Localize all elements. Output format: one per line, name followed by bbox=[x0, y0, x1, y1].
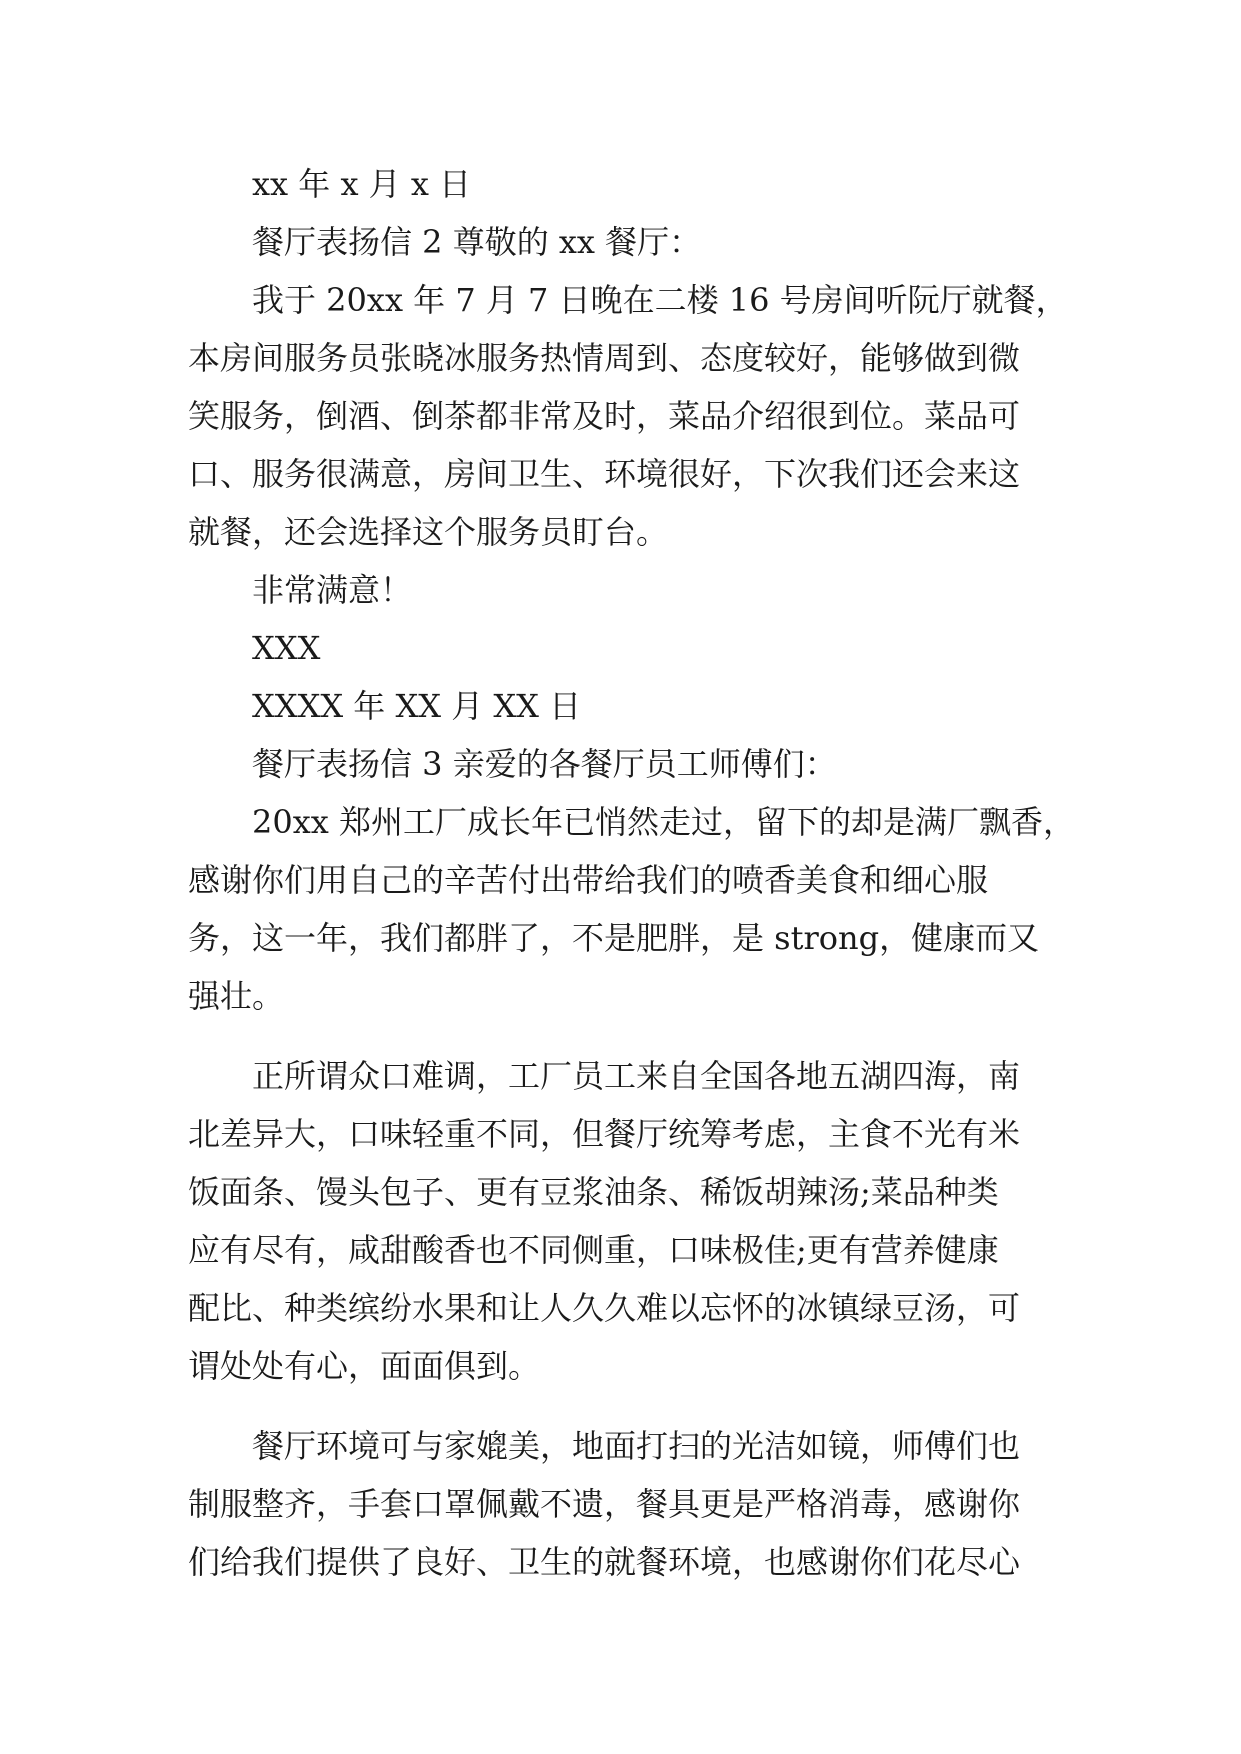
date-line: xx 年 x 月 x 日 bbox=[252, 165, 472, 203]
paragraph-line: 北差异大，口味轻重不同，但餐厅统筹考虑，主食不光有米 bbox=[188, 1115, 1021, 1153]
paragraph-gap bbox=[188, 1025, 1058, 1047]
paragraph-line: 正所谓众口难调，工厂员工来自全国各地五湖四海，南 bbox=[252, 1057, 1021, 1095]
paragraph-line: 饭面条、馒头包子、更有豆浆油条、稀饭胡辣汤;菜品种类 bbox=[188, 1173, 999, 1211]
signature-date-line: XXXX 年 XX 月 XX 日 bbox=[252, 687, 582, 725]
closing-line: 非常满意！ bbox=[252, 571, 413, 609]
paragraph-line: 配比、种类缤纷水果和让人久久难以忘怀的冰镇绿豆汤，可 bbox=[188, 1289, 1021, 1327]
paragraph-line: 就餐，还会选择这个服务员盯台。 bbox=[188, 513, 669, 551]
letter3-heading: 餐厅表扬信 3 亲爱的各餐厅员工师傅们： bbox=[252, 745, 837, 783]
letter2-heading: 餐厅表扬信 2 尊敬的 xx 餐厅： bbox=[252, 223, 702, 261]
paragraph-line: 20xx 郑州工厂成长年已悄然走过，留下的却是满厂飘香， bbox=[252, 803, 1075, 841]
paragraph-line: 笑服务，倒酒、倒茶都非常及时，菜品介绍很到位。菜品可 bbox=[188, 397, 1021, 435]
paragraph-line: 口、服务很满意，房间卫生、环境很好，下次我们还会来这 bbox=[188, 455, 1021, 493]
paragraph-line: 谓处处有心，面面俱到。 bbox=[188, 1347, 541, 1385]
signature-line: XXX bbox=[252, 629, 321, 667]
paragraph-line: 本房间服务员张晓冰服务热情周到、态度较好，能够做到微 bbox=[188, 339, 1021, 377]
paragraph-line: 制服整齐，手套口罩佩戴不遗，餐具更是严格消毒，感谢你 bbox=[188, 1485, 1021, 1523]
paragraph-line: 应有尽有，咸甜酸香也不同侧重，口味极佳;更有营养健康 bbox=[188, 1231, 999, 1269]
paragraph-line: 强壮。 bbox=[188, 977, 285, 1015]
paragraph-gap bbox=[188, 1395, 1058, 1417]
paragraph-line: 我于 20xx 年 7 月 7 日晚在二楼 16 号房间听阮厅就餐， bbox=[252, 281, 1068, 319]
paragraph-line: 餐厅环境可与家媲美，地面打扫的光洁如镜，师傅们也 bbox=[252, 1427, 1021, 1465]
paragraph-line: 们给我们提供了良好、卫生的就餐环境，也感谢你们花尽心 bbox=[188, 1543, 1021, 1581]
paragraph-line: 务，这一年，我们都胖了，不是肥胖，是 strong，健康而又 bbox=[188, 919, 1040, 957]
paragraph-line: 感谢你们用自己的辛苦付出带给我们的喷香美食和细心服 bbox=[188, 861, 989, 899]
letter-body bbox=[188, 155, 1075, 1591]
